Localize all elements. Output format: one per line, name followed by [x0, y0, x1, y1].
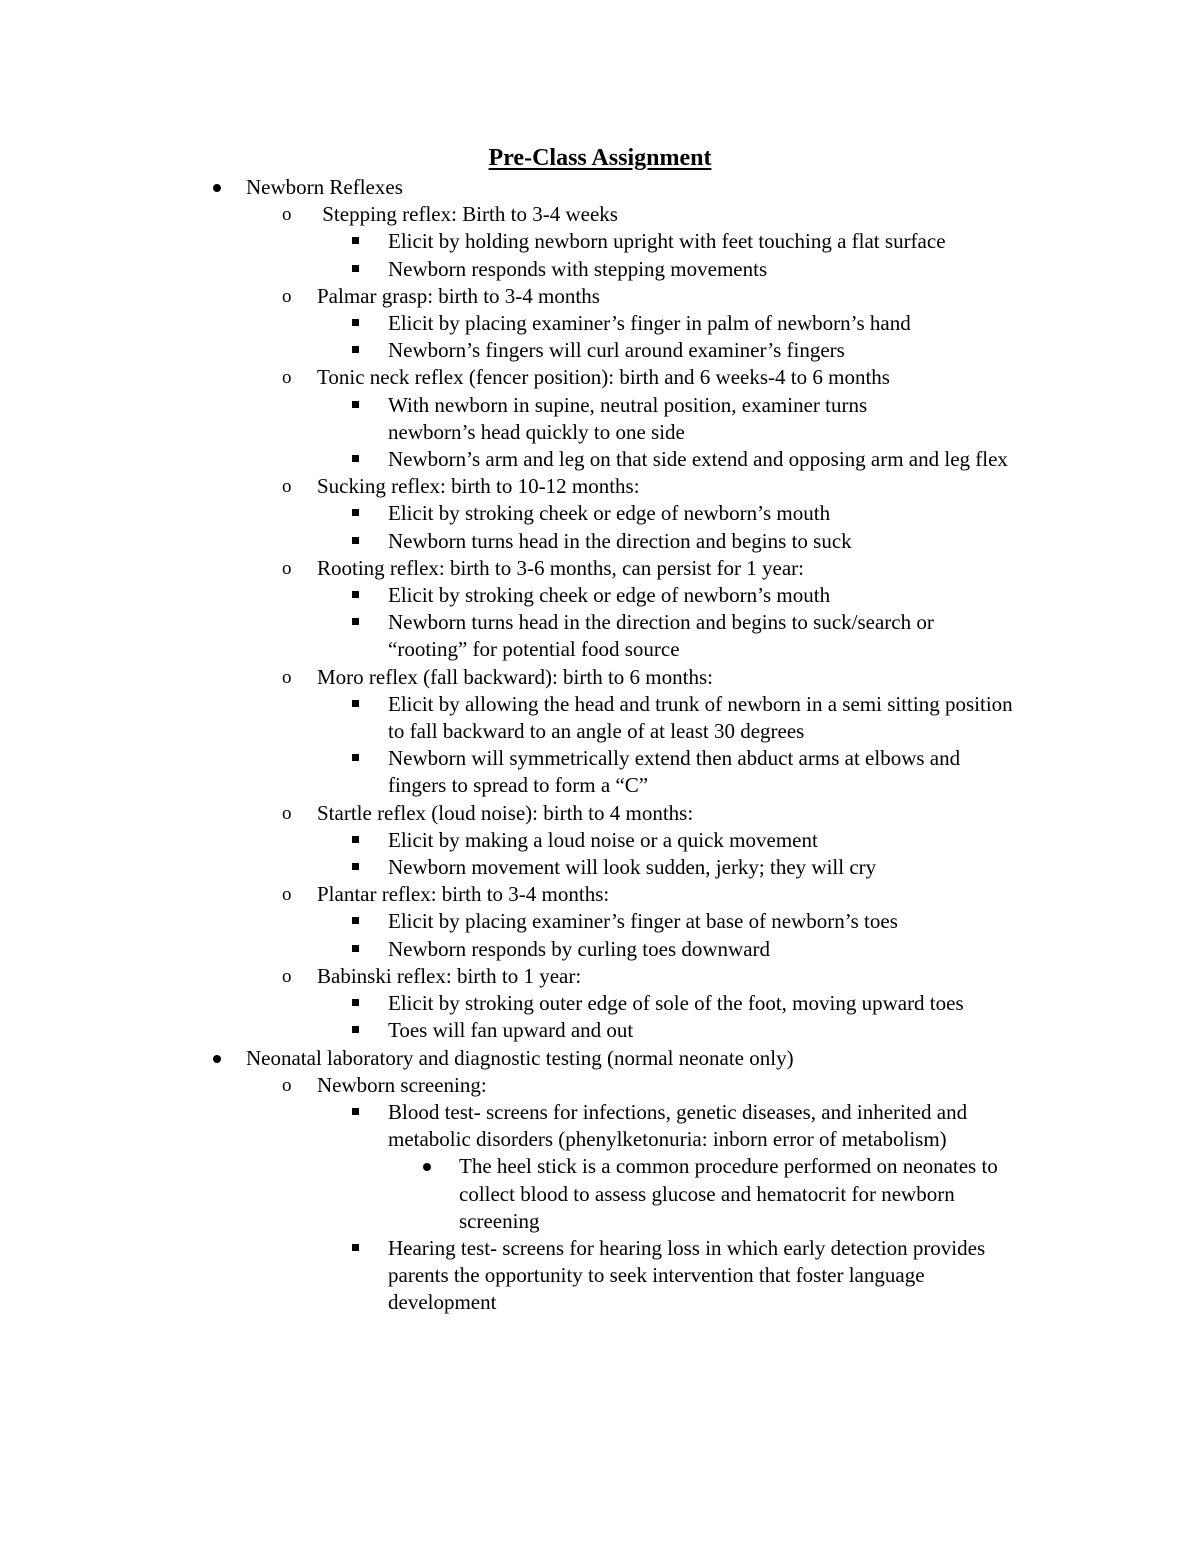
bullet-icon — [423, 1163, 431, 1171]
detail-text: Elicit by making a loud noise or a quick movement — [388, 827, 818, 852]
square-bullet-icon — [352, 237, 359, 244]
detail-text: Elicit by stroking cheek or edge of newborn’s mouth — [388, 501, 831, 526]
square-bullet-icon — [352, 401, 359, 408]
reflex-heading: Rooting reflex: birth to 3-6 months, can persist for 1 year: — [317, 555, 804, 580]
list-item — [246, 174, 946, 201]
circle-bullet-icon: o — [282, 802, 292, 824]
square-bullet-icon — [352, 618, 359, 625]
list-item — [388, 990, 1003, 1017]
detail-text: With newborn in supine, neutral position, examiner turns newborn’s head quickly to one side — [388, 392, 868, 444]
list-item — [388, 337, 1028, 364]
square-bullet-icon — [352, 836, 359, 843]
list-item — [388, 745, 1003, 799]
square-bullet-icon — [352, 754, 359, 761]
circle-bullet-icon: o — [282, 367, 292, 389]
list-item — [388, 609, 1013, 663]
section-heading: Newborn Reflexes — [246, 175, 403, 199]
list-item — [388, 1099, 1003, 1153]
detail-text: The heel stick is a common procedure performed on neonates to collect blood to assess glucose and hematocrit for newborn screening — [459, 1154, 998, 1233]
page-title: Pre-Class Assignment — [488, 145, 712, 171]
square-bullet-icon — [352, 863, 359, 870]
detail-text: Newborn turns head in the direction and begins to suck — [388, 528, 852, 553]
square-bullet-icon — [352, 1108, 359, 1115]
detail-text: Newborn will symmetrically extend then abduct arms at elbows and fingers to spread to form a “C” — [388, 746, 961, 798]
section-heading: Neonatal laboratory and diagnostic testing (normal neonate only) — [246, 1045, 794, 1070]
list-item — [388, 228, 1028, 255]
detail-text: Elicit by placing examiner’s finger at base of newborn’s toes — [388, 909, 898, 934]
detail-text: Toes will fan upward and out — [388, 1018, 634, 1043]
square-bullet-icon — [352, 591, 359, 598]
square-bullet-icon — [352, 265, 359, 272]
list-item — [388, 310, 1028, 337]
list-item — [282, 201, 1017, 228]
list-item — [388, 392, 948, 446]
list-item — [388, 582, 1028, 609]
list-item — [282, 800, 1017, 827]
list-item — [246, 1045, 1006, 1072]
square-bullet-icon — [352, 346, 359, 353]
square-bullet-icon — [352, 319, 359, 326]
circle-bullet-icon: o — [282, 884, 292, 906]
square-bullet-icon — [352, 509, 359, 516]
square-bullet-icon — [352, 1244, 359, 1251]
list-item — [388, 827, 1028, 854]
detail-text: Newborn’s fingers will curl around examiner’s fingers — [388, 338, 845, 363]
square-bullet-icon — [352, 917, 359, 924]
document-body — [0, 174, 1200, 1317]
circle-bullet-icon: o — [282, 666, 292, 688]
bullet-icon — [213, 184, 221, 192]
square-bullet-icon — [352, 455, 359, 462]
reflex-heading: Sucking reflex: birth to 10-12 months: — [317, 474, 640, 499]
reflex-heading: Startle reflex (loud noise): birth to 4 months: — [317, 800, 694, 825]
reflex-heading: Tonic neck reflex (fencer position): birth and 6 weeks-4 to 6 months — [317, 365, 890, 390]
square-bullet-icon — [352, 999, 359, 1006]
list-item — [388, 256, 1028, 283]
list-item — [388, 528, 1028, 555]
list-item — [388, 500, 1028, 527]
detail-text: Elicit by allowing the head and trunk of newborn in a semi sitting position to fall backward to an angle of at least 30 degrees — [388, 691, 1013, 744]
list-item — [388, 691, 1013, 745]
list-item — [388, 936, 1028, 963]
detail-text: Newborn movement will look sudden, jerky; they will cry — [388, 855, 877, 880]
square-bullet-icon — [352, 945, 359, 952]
reflex-heading: Moro reflex (fall backward): birth to 6 months: — [317, 664, 713, 689]
list-item — [282, 555, 1017, 582]
list-item — [388, 1235, 993, 1317]
detail-text: Newborn’s arm and leg on that side extend and opposing arm and leg flex — [388, 447, 1008, 472]
list-item — [282, 283, 1017, 310]
list-item — [282, 664, 1017, 691]
list-item — [388, 908, 1028, 935]
circle-bullet-icon: o — [282, 476, 292, 498]
list-item — [388, 446, 1013, 473]
circle-bullet-icon: o — [282, 285, 292, 307]
detail-text: Elicit by stroking outer edge of sole of the foot, moving upward toes — [388, 991, 964, 1016]
list-item — [282, 881, 1017, 908]
reflex-heading: Stepping reflex: Birth to 3-4 weeks — [317, 202, 618, 227]
detail-text: Newborn responds by curling toes downward — [388, 936, 771, 961]
detail-text: Newborn responds with stepping movements — [388, 256, 768, 281]
square-bullet-icon — [352, 700, 359, 707]
list-item — [282, 963, 1017, 990]
reflex-heading: Palmar grasp: birth to 3-4 months — [317, 283, 600, 308]
detail-text: Elicit by stroking cheek or edge of newborn’s mouth — [388, 583, 831, 608]
list-item — [388, 1017, 1028, 1044]
list-item — [282, 1072, 1017, 1099]
detail-text: Elicit by holding newborn upright with feet touching a flat surface — [388, 229, 946, 254]
reflex-heading: Babinski reflex: birth to 1 year: — [317, 963, 582, 988]
circle-bullet-icon: o — [282, 965, 292, 987]
reflex-heading: Plantar reflex: birth to 3-4 months: — [317, 882, 610, 907]
list-item — [282, 473, 1017, 500]
square-bullet-icon — [352, 537, 359, 544]
screening-heading: Newborn screening: — [317, 1072, 487, 1097]
list-item — [282, 364, 1017, 391]
circle-bullet-icon: o — [282, 557, 292, 579]
circle-bullet-icon: o — [282, 1074, 292, 1096]
detail-text: Hearing test- screens for hearing loss in which early detection provides parents the opportunity to seek intervention that foster language development — [388, 1235, 986, 1315]
detail-text: Newborn turns head in the direction and begins to suck/search or “rooting” for potential food source — [388, 610, 934, 662]
detail-text: Blood test- screens for infections, genetic diseases, and inherited and metabolic disorders (phenylketonuria: inborn error of metabolism) — [388, 1099, 968, 1152]
square-bullet-icon — [352, 1026, 359, 1033]
circle-bullet-icon: o — [282, 204, 292, 226]
bullet-icon — [213, 1055, 221, 1063]
list-item — [388, 854, 1028, 881]
detail-text: Elicit by placing examiner’s finger in palm of newborn’s hand — [388, 311, 911, 336]
list-item — [459, 1153, 1009, 1235]
